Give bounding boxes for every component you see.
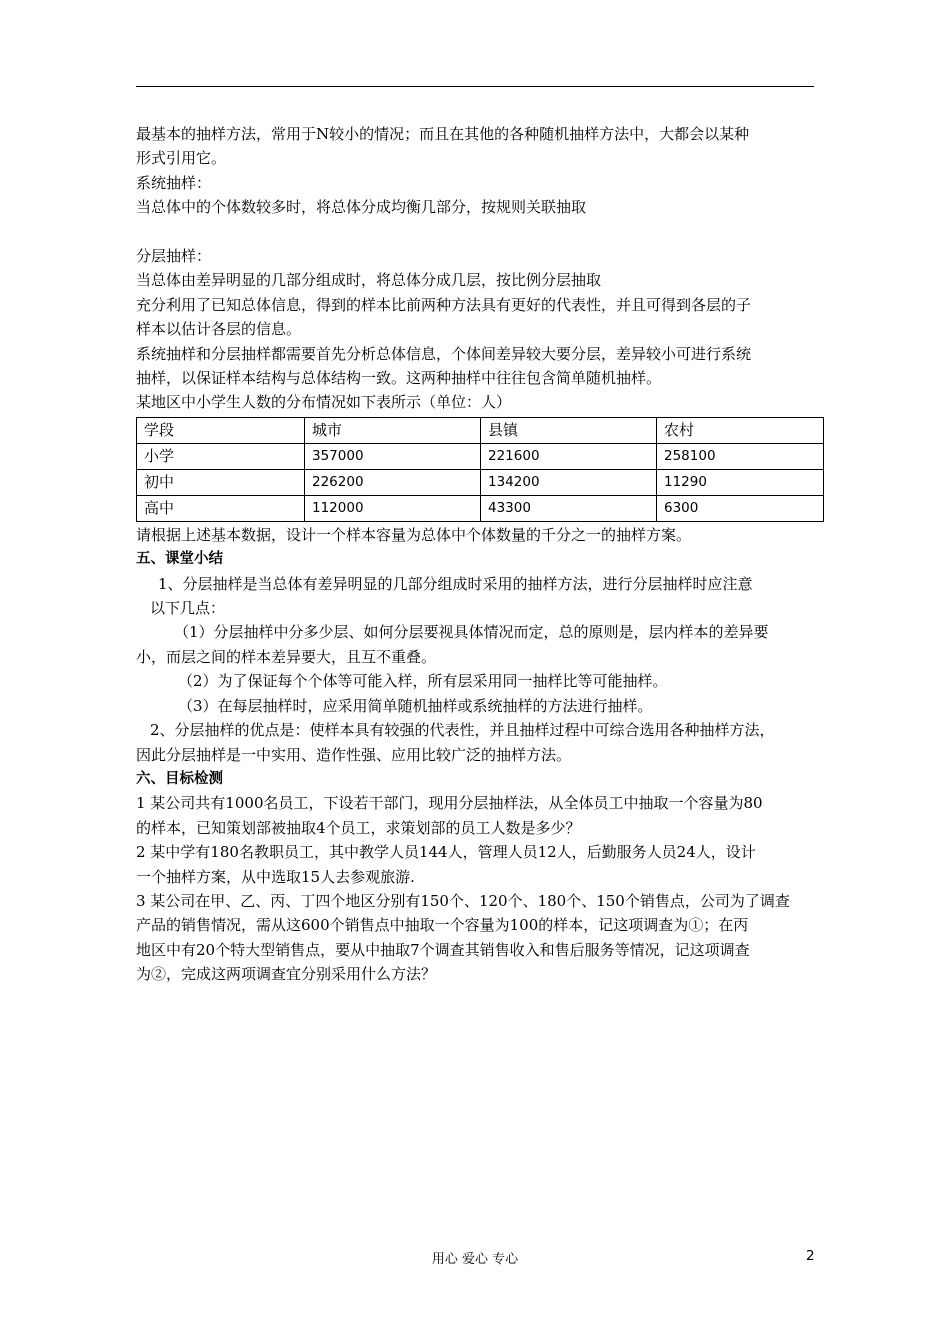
section-heading-summary: 五、课堂小结 — [136, 551, 223, 568]
systematic-sampling-desc: 当总体中的个体数较多时，将总体分成均衡几部分，按规则关联抽取 — [136, 198, 587, 217]
blank-line — [136, 220, 826, 244]
table-cell: 357000 — [305, 443, 481, 469]
page-content — [136, 122, 826, 987]
paragraph-line: 抽样，以保证样本结构与总体结构一致。这两种抽样中往往包含简单随机抽样。 — [136, 369, 662, 388]
question-line: 2 某中学有180名教职员工，其中教学人员144人，管理人员12人，后勤服务人员24人，设计 — [136, 843, 756, 862]
table-cell: 初中 — [137, 469, 305, 495]
table-row — [137, 469, 824, 495]
question-line: 3 某公司在甲、乙、丙、丁四个地区分别有150个、120个、180个、150个销售点，公司为了调查 — [136, 891, 790, 910]
table-header-row — [137, 417, 824, 443]
summary-line: （3）在每层抽样时，应采用简单随机抽样或系统抽样的方法进行抽样。 — [178, 696, 653, 715]
paragraph-line: 请根据上述基本数据，设计一个样本容量为总体中个体数量的千分之一的抽样方案。 — [136, 525, 692, 544]
table-cell: 258100 — [657, 443, 824, 469]
question-line: 为②，完成这两项调查宜分别采用什么方法？ — [136, 965, 437, 984]
table-header-cell: 城市 — [305, 417, 481, 443]
table-cell: 高中 — [137, 495, 305, 521]
summary-line: （2）为了保证每个个体等可能入样，所有层采用同一抽样比等可能抽样。 — [178, 672, 668, 691]
header-rule — [136, 86, 814, 87]
question-line: 的样本，已知策划部被抽取4个员工，求策划部的员工人数是多少？ — [136, 818, 581, 837]
table-header-cell: 县镇 — [481, 417, 657, 443]
table-cell: 11290 — [657, 469, 824, 495]
question-line: 1 某公司共有1000名员工，下设若干部门，现用分层抽样法，从全体员工中抽取一个容量为80 — [136, 794, 763, 813]
table-caption: 某地区中小学生人数的分布情况如下表所示（单位：人） — [136, 393, 512, 412]
summary-line: （1）分层抽样中分多少层、如何分层要视具体情况而定，总的原则是，层内样本的差异要 — [174, 623, 769, 642]
student-distribution-table — [136, 417, 824, 522]
paragraph-line: 最基本的抽样方法，常用于N较小的情况；而且在其他的各种随机抽样方法中，大都会以某种 — [136, 125, 750, 143]
paragraph-line: 系统抽样和分层抽样都需要首先分析总体信息，个体间差异较大要分层，差异较小可进行系统 — [136, 344, 752, 363]
table-cell: 43300 — [481, 495, 657, 521]
systematic-sampling-title: 系统抽样： — [136, 173, 212, 192]
question-line: 产品的销售情况，需从这600个销售点中抽取一个容量为100的样本，记这项调查为①；在丙 — [136, 916, 749, 935]
table-cell: 134200 — [481, 469, 657, 495]
footer-motto: 用心 爱心 专心 — [431, 1252, 519, 1267]
summary-line: 2、分层抽样的优点是：使样本具有较强的代表性，并且抽样过程中可综合选用各种抽样方法， — [150, 721, 775, 740]
summary-line: 因此分层抽样是一中实用、造作性强、应用比较广泛的抽样方法。 — [136, 745, 572, 764]
question-line: 一个抽样方案，从中选取15人去参观旅游. — [136, 867, 415, 886]
paragraph-line: 充分利用了已知总体信息，得到的样本比前两种方法具有更好的代表性，并且可得到各层的子 — [136, 295, 752, 314]
summary-line: 1、分层抽样是当总体有差异明显的几部分组成时采用的抽样方法，进行分层抽样时应注意 — [158, 574, 753, 593]
summary-line: 以下几点： — [150, 599, 226, 618]
table-cell: 112000 — [305, 495, 481, 521]
paragraph-line: 形式引用它。 — [136, 149, 227, 168]
table-cell: 小学 — [137, 443, 305, 469]
table-header-cell: 学段 — [137, 417, 305, 443]
page-number: 2 — [806, 1248, 815, 1264]
table-header-cell: 农村 — [657, 417, 824, 443]
table-cell: 226200 — [305, 469, 481, 495]
question-line: 地区中有20个特大型销售点，要从中抽取7个调查其销售收入和售后服务等情况，记这项调查 — [136, 940, 750, 959]
table-cell: 6300 — [657, 495, 824, 521]
stratified-sampling-desc: 当总体由差异明显的几部分组成时，将总体分成几层，按比例分层抽取 — [136, 271, 602, 290]
section-heading-test: 六、目标检测 — [136, 770, 223, 787]
stratified-sampling-title: 分层抽样： — [136, 247, 212, 266]
table-row — [137, 495, 824, 521]
table-row — [137, 443, 824, 469]
table-cell: 221600 — [481, 443, 657, 469]
summary-line: 小，而层之间的样本差异要大，且互不重叠。 — [136, 647, 437, 666]
paragraph-line: 样本以估计各层的信息。 — [136, 320, 302, 339]
